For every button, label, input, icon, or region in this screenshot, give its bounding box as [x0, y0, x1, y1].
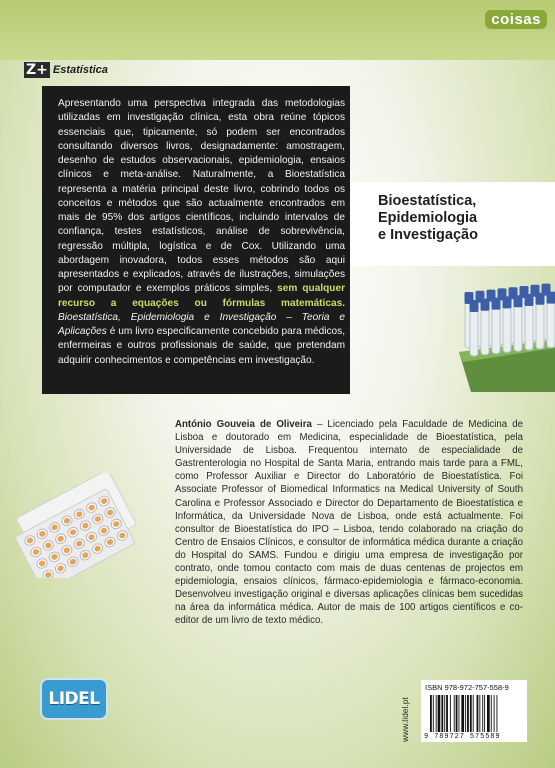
barcode-bar: [450, 695, 451, 732]
book-title: [378, 193, 548, 244]
barcode-bar: [482, 695, 483, 732]
tube-cap: [503, 296, 512, 308]
barcode-bar: [470, 695, 472, 732]
barcode-bar: [436, 695, 437, 732]
barcode-bar: [473, 695, 474, 732]
blurb-part-1: Apresentando uma perspectiva integrada das metodologias utilizadas em investigação clínica, esta obra reúne tópicos essenciais que, tipicamente, só podem ser encontrados consultando diversos livros, designadamente: amostragem, desenho de estudos observacionais, epidemiologia, ensaios clínicos e meta-análise. Naturalmente, a Bioestatística representa a matéria principal deste livro, cobrindo todos os conceitos e métodos que são actualmente encontrados em mais de 95% dos artigos científicos, incluindo intervalos de confiança, testes estatísticos, análise de sobrevivência, regressão múltipla, logística e de Cox. Utilizando uma abordagem inovadora, todos esses métodos são aqui apresentados e explicados, através de ilustrações, simulações por computador e exemplos práticos simples,: [58, 98, 345, 295]
tube-cap: [514, 295, 523, 307]
test-tube: [547, 302, 555, 348]
barcode-bar: [497, 695, 498, 732]
author-bio-text: – Licenciado pela Faculdade de Medicina de Lisboa e doutorado em Medicina, especialidade de Bioestatística, pela Universidade de Lisboa. Frequentou internato de especialidade de Gastrenterologia no Hospital de Santa Maria, entrando mais tarde para a FML, como Professor Auxiliar e Director do Laboratório de Bioestatística. Foi Associate Professor of Biomedical Informatics na Medical University of South Carolina e Professor Associado e Director do Departamento de Bioestatística e Informática, da Universidade Nova de Lisboa, onde está actualmente. Foi consultor de Bioestatística do IPO – Lisboa, tendo colaborado na criação do Centro de Ensaios Clínicos, e consultor de informática médica durante a criação do Hospital do SAMS. Fundou e dirigiu uma empresa de investigação por contrato, onde tomou contacto com mais de duas centenas de projectos em epidemiologia, ensaios clínicos, fármaco-epidemiologia e fármaco-economia. Desenvolveu investigação original e diversas aplicações clínicas bem sucedidas na área da informática médica. Autor de mais de 100 artigos científicos e co-editor de um livro de texto médico.: [175, 419, 523, 627]
tube-cap: [525, 294, 534, 306]
tube-cap: [492, 298, 501, 310]
title-line-1: Bioestatística,: [378, 193, 477, 209]
tube-cap: [536, 293, 545, 305]
test-tube: [481, 309, 489, 355]
tube-cap: [547, 292, 555, 304]
author-bio: [175, 418, 523, 628]
blurb-book-reference: Bioestatística, Epidemiologia e Investigação – Teoria e Aplicações: [58, 311, 345, 337]
barcode-bar: [441, 695, 443, 732]
barcode-bar: [430, 695, 432, 732]
barcode-bar: [454, 695, 455, 732]
blurb-part-2: é um livro especificamente concebido para médicos, enfermeiras e outros profissionais de saúde, que pretendam adquirir conhecimentos e competências em investigação.: [58, 326, 345, 366]
series-tag: [24, 60, 114, 80]
barcode-bar: [444, 695, 445, 732]
blurb-highlight: sem qualquer recurso a equações ou fórmulas matemáticas.: [58, 283, 345, 309]
series-name: Estatística: [52, 64, 108, 76]
barcode-bar: [459, 695, 460, 732]
test-tube: [492, 308, 500, 354]
title-line-3: e Investigação: [378, 227, 478, 243]
pill-blister-illustration: [12, 473, 140, 578]
barcode-bar: [484, 695, 485, 732]
test-tube: [514, 305, 522, 351]
publisher-website: www.lidel.pt: [400, 697, 410, 742]
tube-cap: [470, 300, 479, 312]
barcode-bar: [433, 695, 434, 732]
brand-logo: coisas: [485, 10, 547, 29]
barcode-bar: [461, 695, 464, 732]
title-line-2: Epidemiologia: [378, 210, 478, 226]
series-logo: Z+: [26, 62, 48, 78]
barcode-bar: [438, 695, 441, 732]
barcode-bar: [479, 695, 480, 732]
publisher-logo: [40, 678, 108, 720]
barcode-bar: [477, 695, 479, 732]
test-tubes-illustration: [457, 282, 555, 392]
test-tube: [470, 310, 478, 356]
test-tube: [536, 303, 544, 349]
ean-number: 9 789727 575589: [424, 733, 501, 741]
top-band: [0, 0, 555, 60]
test-tube: [525, 304, 533, 350]
barcode-bar: [456, 695, 458, 732]
tube-cap: [481, 299, 490, 311]
isbn: ISBN 978-972-757-558-9: [425, 683, 509, 692]
barcode-bar: [487, 695, 490, 732]
author-name: António Gouveia de Oliveira: [175, 419, 312, 430]
blurb-text: [58, 97, 345, 368]
barcode-bar: [494, 695, 495, 732]
barcode-bar: [491, 695, 492, 732]
barcode-bar: [467, 695, 469, 732]
barcode: [430, 695, 520, 732]
publisher-name: LIDEL: [48, 689, 100, 709]
barcode-bar: [465, 695, 466, 732]
barcode-bar: [446, 695, 448, 732]
test-tube: [503, 306, 511, 352]
